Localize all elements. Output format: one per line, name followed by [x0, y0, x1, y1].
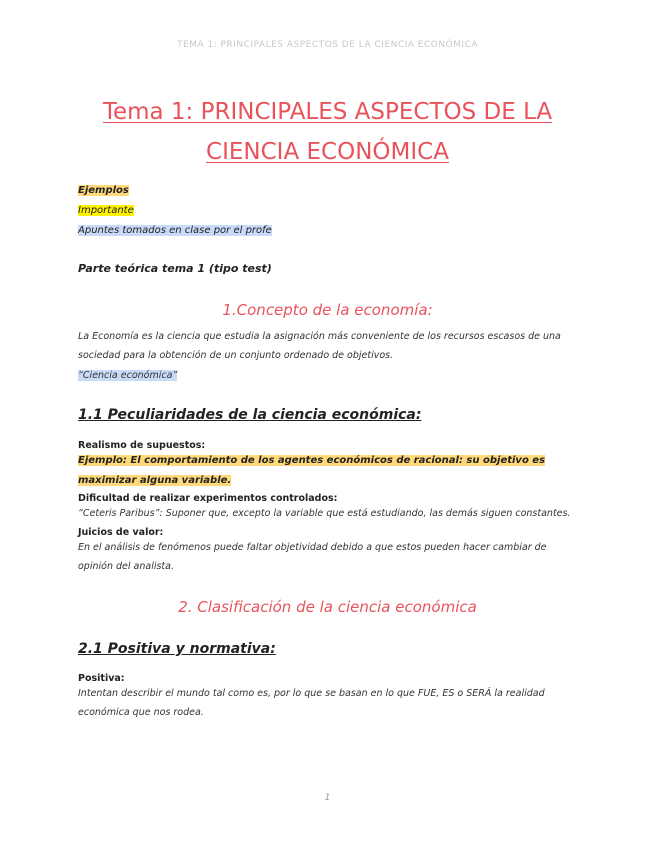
theory-subtitle: Parte teórica tema 1 (tipo test) — [78, 262, 272, 275]
juicios-label: Juicios de valor: — [78, 527, 164, 538]
legend-notes — [78, 224, 272, 238]
page-number: 1 — [324, 793, 331, 803]
legend-notes-label: Apuntes tomados en clase por el profe — [78, 225, 272, 236]
section-1-title: 1.Concepto de la economía: — [222, 301, 433, 319]
realismo-example-text: Ejemplo: El comportamiento de los agentes económicos de racional: su objetivo es maximizar alguna variable. — [78, 455, 546, 486]
realismo-example — [78, 451, 578, 491]
document-title: Tema 1: PRINCIPALES ASPECTOS DE LA CIENCIA ECONÓMICA — [102, 99, 553, 165]
positiva-text: Intentan describir el mundo tal como es, por lo que se basan en lo que FUE, ES o SERÁ la realidad económica que nos rodea. — [78, 688, 545, 718]
positiva-label: Positiva: — [78, 673, 125, 684]
economy-definition: La Economía es la ciencia que estudia la asignación más conveniente de los recursos escasos de una sociedad para la obtención de un conjunto ordenado de objetivos. — [78, 331, 561, 361]
legend-examples-label: Ejemplos — [78, 185, 129, 196]
section-1-1-title: 1.1 Peculiaridades de la ciencia económica: — [78, 407, 422, 423]
legend-examples — [78, 184, 129, 198]
section-2-title: 2. Clasificación de la ciencia económica — [178, 598, 477, 616]
running-header: TEMA 1: PRINCIPALES ASPECTOS DE LA CIENCIA ECONÓMICA — [176, 40, 479, 50]
legend-important-label: Importante — [78, 205, 134, 216]
section-2-1-title: 2.1 Positiva y normativa: — [78, 641, 276, 657]
legend-important — [78, 204, 134, 218]
dificultad-text: “Ceteris Paribus”: Suponer que, excepto la variable que está estudiando, las demás siguen constantes. — [78, 508, 571, 519]
juicios-text: En el análisis de fenómenos puede faltar objetividad debido a que estos pueden hacer cambiar de opinión del analista. — [78, 542, 547, 572]
dificultad-label: Dificultad de realizar experimentos controlados: — [78, 493, 338, 504]
realismo-label: Realismo de supuestos: — [78, 440, 206, 451]
economy-note — [78, 366, 578, 385]
economy-note-text: “Ciencia económica” — [78, 370, 178, 381]
